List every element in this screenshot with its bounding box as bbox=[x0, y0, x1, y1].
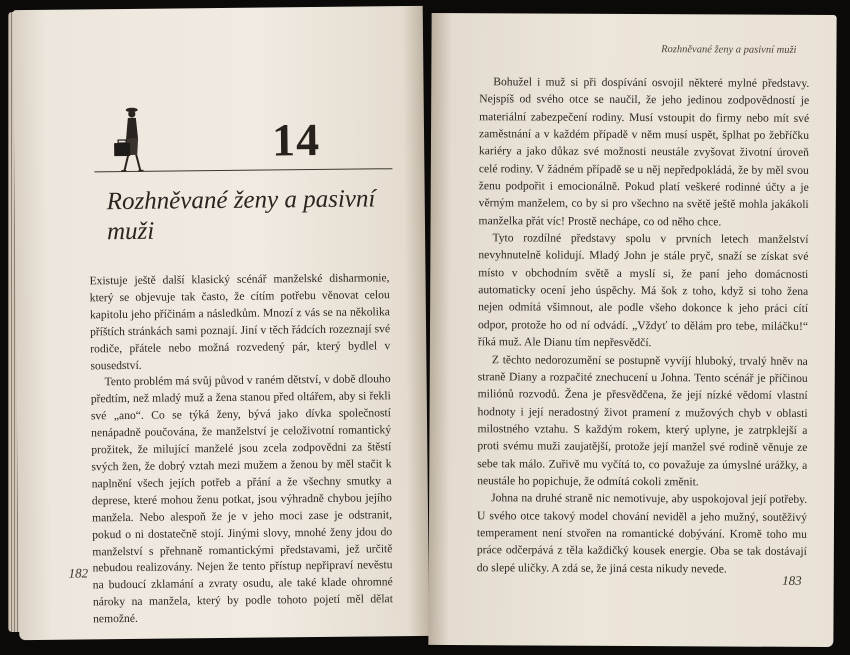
paragraph: Tyto rozdílné představy spolu v prvních letech manželství nevyhnutelně kolidují. Mladý John je stále pryč, snaží se získat své místo v obchodním světě a myslí si, že paní jeho domácnosti automaticky ocení jeho úspěchy. Má šok z toho, když si toho žena nejen odmítá všimnout, ale podle všeho dokonce k jeho práci cítí odpor, protože ho od ní odvádí. „Vždyť to dělám pro tebe, miláčku!“ říká muž. Ale Dianu tím nepřesvědčí. bbox=[477, 231, 809, 350]
page-number: 182 bbox=[68, 565, 89, 581]
chapter-number: 14 bbox=[271, 113, 321, 166]
paragraph: Tento problém má svůj původ v raném dětství, v době dlouho předtím, než mladý muž a žena stanou před oltářem, aby si řekli své „ano“. Co se týká ženy, bývá jako dívka společností nenápadně poučována, že manželství je celoživotní romantický prožitek, že milující manželé jsou zcela zodpovědni za štěstí svých žen, že dobrý vztah mezi mužem a ženou by měl stačit k naplnění všech jejích potřeb a přání a že všechny smutky a deprese, které mohou ženu potkat, jsou výhradně chybou jejího manžela. Nebo alespoň že je v jeho moci zase je odstranit, pokud o ni dostatečně stojí. Jinými slovy, mnohé ženy jdou do manželství s přehnaně romantickými představami, jež určitě nebudou realizovány. Nejen že tento přístup nepřipraví nevěstu na budoucí zklamání a zvraty osudu, ale také klade ohromné nároky na manžela, který by podle tohoto pojetí měl dělat nemožné. bbox=[90, 372, 393, 626]
right-page bbox=[428, 13, 836, 647]
paragraph: Z těchto nedorozumění se postupně vyvíjí hluboký, trvalý hněv na straně Diany a rozpačité znechucení u Johna. Tento scénář je příčinou miliónů rozvodů. Žena je přesvědčena, že její nízké vědomí vlastní hodnoty i její neradostný život pramení z mužových chyb v oblasti milostného vztahu. S každým rokem, který uplyne, je zatrpklejší a proti svému muži zaujatější, protože její manžel své rodině věnuje ze sebe tak málo. Zuřivě mu vyčítá to, co považuje za úmyslné urážky, a neustále ho popichuje, že odmítá cokoli změnit. bbox=[477, 352, 808, 489]
paragraph: Johna na druhé straně nic nemotivuje, aby uspokojoval její potřeby. U svého otce takový model chování neviděl a jeho mužný, soutěživý temperament není stvořen na romantické dobývání. Kromě toho mu práce odčerpává z těla každičký kousek energie. Oba se tak dostávají do slepé uličky. A zdá se, že jiná cesta nikudy nevede. bbox=[476, 491, 808, 576]
left-page bbox=[13, 6, 430, 640]
left-body-text bbox=[89, 270, 393, 628]
paragraph: Existuje ještě další klasický scénář manželské disharmonie, který se objevuje tak často, že cítím potřebu věnovat celou kapitolu jeho příčinám a následkům. Mnozí z vás se na několika příštích stránkách sami poznají. Jiní v těch řádcích rozeznají své rodiče, přátele nebo možná rozvedený pár, který bydlel v sousedství. bbox=[89, 271, 391, 372]
page-number: 183 bbox=[782, 572, 802, 588]
chapter-title: Rozhněvané ženy a pasivní muži bbox=[106, 185, 376, 246]
paragraph: Bohužel i muž si při dospívání osvojil některé mylné představy. Nejspíš od svého otce se naučil, že jeho jedinou zodpovědností je materiální zabezpečení rodiny. Musí vstoupit do firmy nebo mít své zaměstnání a v každém případě v něm musí uspět, šplhat po žebříčku kariéry a jako důkaz své možnosti neustále zvyšovat životní úroveň celé rodiny. V žádném případě se u něj nepředpokládá, že by měl svou ženu podpořit i emocionálně. Pokud platí veškeré rodinné účty a je věrným manželem, co by si pro všechno na světě ještě mohla jakákoli manželka přát víc! Prostě nechápe, co od něho chce. bbox=[478, 75, 810, 229]
running-head: Rozhněvané ženy a pasivní muži bbox=[661, 44, 797, 56]
woman-with-briefcase-icon bbox=[110, 105, 155, 175]
right-body-text bbox=[477, 73, 810, 578]
